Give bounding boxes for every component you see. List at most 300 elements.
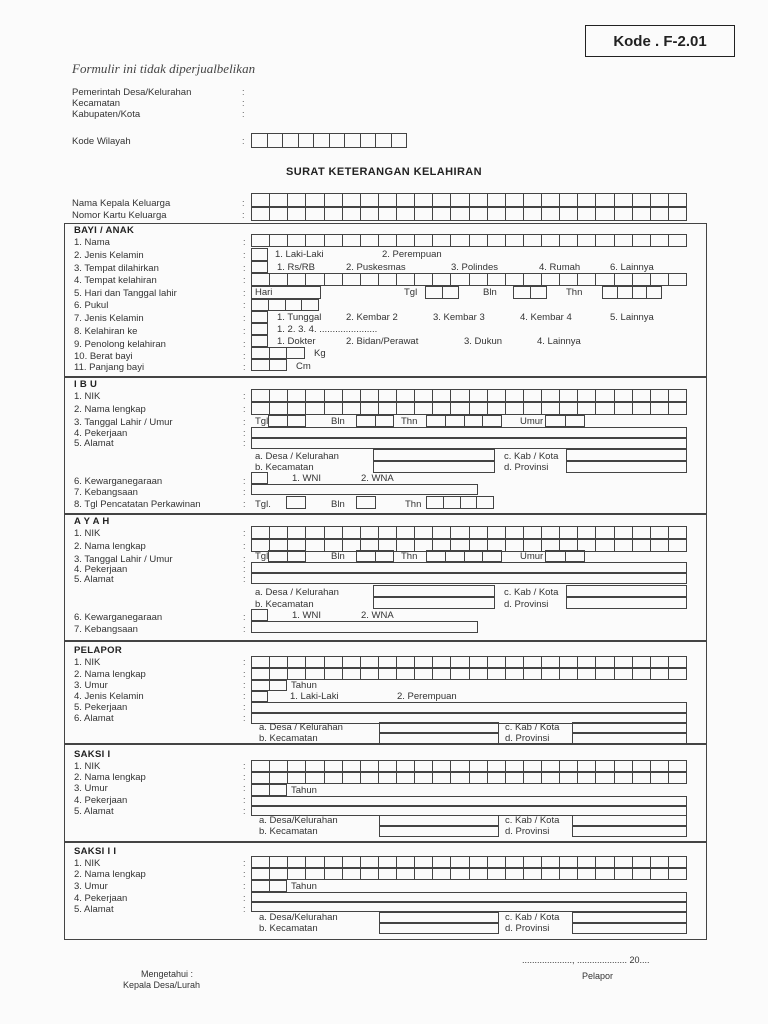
char-cell[interactable] — [524, 390, 542, 401]
char-cell[interactable] — [343, 274, 361, 285]
char-cell[interactable] — [252, 669, 270, 679]
char-cell[interactable] — [325, 657, 343, 667]
ayah-age-boxes[interactable] — [545, 550, 585, 562]
ibu-addr-b-field[interactable] — [373, 461, 495, 473]
char-cell[interactable] — [288, 551, 307, 561]
char-cell[interactable] — [376, 416, 395, 426]
char-cell[interactable] — [560, 403, 578, 414]
char-cell[interactable] — [615, 857, 633, 867]
char-cell[interactable] — [451, 194, 469, 206]
char-cell[interactable] — [506, 869, 524, 879]
char-cell[interactable] — [560, 773, 578, 783]
char-cell[interactable] — [451, 857, 469, 867]
char-cell[interactable] — [415, 527, 433, 538]
char-cell[interactable] — [325, 403, 343, 414]
char-cell[interactable] — [633, 287, 648, 298]
char-cell[interactable] — [669, 403, 687, 414]
char-cell[interactable] — [306, 390, 324, 401]
char-cell[interactable] — [252, 360, 270, 370]
char-cell[interactable] — [488, 235, 506, 246]
char-cell[interactable] — [252, 348, 270, 358]
char-cell[interactable] — [270, 348, 288, 358]
char-cell[interactable] — [542, 657, 560, 667]
char-cell[interactable] — [451, 527, 469, 538]
char-cell[interactable] — [506, 527, 524, 538]
char-cell[interactable] — [288, 669, 306, 679]
char-cell[interactable] — [325, 761, 343, 771]
saksi2-age-boxes[interactable] — [251, 880, 287, 892]
ayah-addr-c-field[interactable] — [566, 585, 687, 597]
char-cell[interactable] — [524, 761, 542, 771]
char-cell[interactable] — [651, 235, 669, 246]
char-cell[interactable] — [669, 390, 687, 401]
char-cell[interactable] — [615, 403, 633, 414]
char-cell[interactable] — [252, 869, 270, 879]
char-cell[interactable] — [361, 527, 379, 538]
char-cell[interactable] — [376, 551, 395, 561]
ibu-addr-d-field[interactable] — [566, 461, 687, 473]
char-cell[interactable] — [633, 194, 651, 206]
pelapor-addr-c-field[interactable] — [572, 722, 687, 733]
char-cell[interactable] — [524, 527, 542, 538]
char-cell[interactable] — [560, 194, 578, 206]
char-cell[interactable] — [397, 869, 415, 879]
char-cell[interactable] — [269, 551, 288, 561]
char-cell[interactable] — [542, 208, 560, 220]
bayi-gender-box[interactable] — [251, 248, 268, 261]
char-cell[interactable] — [306, 527, 324, 538]
char-cell[interactable] — [379, 761, 397, 771]
char-cell[interactable] — [252, 881, 270, 891]
ayah-job-field[interactable] — [251, 562, 687, 573]
char-cell[interactable] — [560, 869, 578, 879]
pelapor-addr-a-field[interactable] — [379, 722, 499, 733]
char-cell[interactable] — [325, 527, 343, 538]
saksi1-addr-c-field[interactable] — [572, 815, 687, 826]
char-cell[interactable] — [633, 540, 651, 551]
ayah-date-boxes[interactable] — [268, 550, 306, 562]
char-cell[interactable] — [669, 669, 687, 679]
char-cell[interactable] — [596, 403, 614, 414]
ibu-marriage-month-box[interactable] — [356, 496, 376, 509]
char-cell[interactable] — [314, 134, 330, 147]
char-cell[interactable] — [379, 657, 397, 667]
char-cell[interactable] — [343, 403, 361, 414]
char-cell[interactable] — [615, 540, 633, 551]
char-cell[interactable] — [379, 208, 397, 220]
ayah-addr-d-field[interactable] — [566, 597, 687, 609]
char-cell[interactable] — [470, 527, 488, 538]
char-cell[interactable] — [451, 235, 469, 246]
char-cell[interactable] — [415, 761, 433, 771]
char-cell[interactable] — [288, 761, 306, 771]
bayi-helper-box[interactable] — [251, 335, 268, 347]
bayi-order-box[interactable] — [251, 323, 268, 335]
char-cell[interactable] — [415, 235, 433, 246]
char-cell[interactable] — [252, 194, 270, 206]
char-cell[interactable] — [488, 761, 506, 771]
char-cell[interactable] — [651, 527, 669, 538]
char-cell[interactable] — [306, 657, 324, 667]
char-cell[interactable] — [252, 857, 270, 867]
char-cell[interactable] — [415, 194, 433, 206]
region-code-boxes[interactable] — [251, 133, 407, 148]
char-cell[interactable] — [470, 235, 488, 246]
char-cell[interactable] — [560, 208, 578, 220]
char-cell[interactable] — [397, 403, 415, 414]
char-cell[interactable] — [615, 657, 633, 667]
char-cell[interactable] — [615, 235, 633, 246]
char-cell[interactable] — [596, 194, 614, 206]
char-cell[interactable] — [578, 208, 596, 220]
char-cell[interactable] — [325, 390, 343, 401]
char-cell[interactable] — [524, 869, 542, 879]
char-cell[interactable] — [669, 657, 687, 667]
saksi2-address-field[interactable] — [251, 902, 687, 912]
char-cell[interactable] — [647, 287, 662, 298]
char-cell[interactable] — [603, 287, 618, 298]
char-cell[interactable] — [566, 551, 586, 561]
saksi2-job-field[interactable] — [251, 892, 687, 902]
char-cell[interactable] — [615, 761, 633, 771]
char-cell[interactable] — [287, 348, 305, 358]
char-cell[interactable] — [451, 761, 469, 771]
char-cell[interactable] — [252, 134, 268, 147]
char-cell[interactable] — [288, 773, 306, 783]
char-cell[interactable] — [578, 869, 596, 879]
char-cell[interactable] — [433, 857, 451, 867]
char-cell[interactable] — [633, 869, 651, 879]
char-cell[interactable] — [524, 403, 542, 414]
char-cell[interactable] — [633, 390, 651, 401]
char-cell[interactable] — [415, 657, 433, 667]
char-cell[interactable] — [397, 540, 415, 551]
char-cell[interactable] — [426, 287, 443, 298]
char-cell[interactable] — [596, 274, 614, 285]
char-cell[interactable] — [269, 300, 286, 310]
char-cell[interactable] — [443, 287, 460, 298]
pelapor-age-boxes[interactable] — [251, 680, 287, 691]
char-cell[interactable] — [506, 390, 524, 401]
char-cell[interactable] — [633, 773, 651, 783]
char-cell[interactable] — [330, 134, 346, 147]
char-cell[interactable] — [306, 869, 324, 879]
char-cell[interactable] — [633, 527, 651, 538]
char-cell[interactable] — [633, 761, 651, 771]
char-cell[interactable] — [270, 390, 288, 401]
char-cell[interactable] — [560, 857, 578, 867]
char-cell[interactable] — [361, 134, 377, 147]
char-cell[interactable] — [325, 194, 343, 206]
char-cell[interactable] — [488, 869, 506, 879]
char-cell[interactable] — [578, 857, 596, 867]
bayi-weight-boxes[interactable] — [251, 347, 305, 359]
char-cell[interactable] — [488, 208, 506, 220]
ibu-job-field[interactable] — [251, 427, 687, 438]
char-cell[interactable] — [343, 857, 361, 867]
char-cell[interactable] — [483, 551, 502, 561]
char-cell[interactable] — [651, 540, 669, 551]
char-cell[interactable] — [578, 657, 596, 667]
char-cell[interactable] — [542, 235, 560, 246]
pelapor-job-field[interactable] — [251, 702, 687, 713]
char-cell[interactable] — [361, 657, 379, 667]
char-cell[interactable] — [578, 773, 596, 783]
char-cell[interactable] — [669, 857, 687, 867]
char-cell[interactable] — [397, 857, 415, 867]
char-cell[interactable] — [596, 761, 614, 771]
char-cell[interactable] — [252, 390, 270, 401]
char-cell[interactable] — [465, 416, 484, 426]
char-cell[interactable] — [270, 208, 288, 220]
char-cell[interactable] — [397, 274, 415, 285]
char-cell[interactable] — [306, 669, 324, 679]
char-cell[interactable] — [397, 773, 415, 783]
char-cell[interactable] — [433, 208, 451, 220]
char-cell[interactable] — [306, 540, 324, 551]
char-cell[interactable] — [433, 274, 451, 285]
char-cell[interactable] — [669, 540, 687, 551]
char-cell[interactable] — [488, 657, 506, 667]
char-cell[interactable] — [560, 669, 578, 679]
char-cell[interactable] — [524, 669, 542, 679]
char-cell[interactable] — [288, 235, 306, 246]
char-cell[interactable] — [669, 527, 687, 538]
char-cell[interactable] — [252, 657, 270, 667]
bayi-birthplace-boxes[interactable] — [251, 273, 687, 286]
ibu-name-boxes[interactable] — [251, 402, 687, 415]
char-cell[interactable] — [470, 274, 488, 285]
char-cell[interactable] — [531, 287, 548, 298]
bayi-year-boxes[interactable] — [602, 286, 662, 299]
char-cell[interactable] — [470, 869, 488, 879]
char-cell[interactable] — [470, 669, 488, 679]
char-cell[interactable] — [488, 857, 506, 867]
pelapor-addr-d-field[interactable] — [572, 733, 687, 744]
char-cell[interactable] — [287, 497, 306, 508]
char-cell[interactable] — [669, 773, 687, 783]
saksi2-addr-d-field[interactable] — [572, 923, 687, 934]
char-cell[interactable] — [415, 869, 433, 879]
char-cell[interactable] — [470, 403, 488, 414]
char-cell[interactable] — [252, 235, 270, 246]
pelapor-name-boxes[interactable] — [251, 668, 687, 680]
char-cell[interactable] — [397, 527, 415, 538]
char-cell[interactable] — [302, 300, 319, 310]
char-cell[interactable] — [270, 681, 288, 690]
char-cell[interactable] — [651, 194, 669, 206]
char-cell[interactable] — [288, 527, 306, 538]
char-cell[interactable] — [325, 773, 343, 783]
ibu-addr-c-field[interactable] — [566, 449, 687, 461]
char-cell[interactable] — [361, 761, 379, 771]
char-cell[interactable] — [615, 527, 633, 538]
char-cell[interactable] — [306, 857, 324, 867]
char-cell[interactable] — [446, 416, 465, 426]
char-cell[interactable] — [415, 857, 433, 867]
ibu-nik-boxes[interactable] — [251, 389, 687, 402]
char-cell[interactable] — [415, 390, 433, 401]
char-cell[interactable] — [506, 761, 524, 771]
char-cell[interactable] — [306, 194, 324, 206]
ibu-address-field[interactable] — [251, 438, 687, 449]
saksi1-addr-a-field[interactable] — [379, 815, 499, 826]
char-cell[interactable] — [357, 497, 376, 508]
char-cell[interactable] — [379, 857, 397, 867]
char-cell[interactable] — [379, 235, 397, 246]
char-cell[interactable] — [270, 669, 288, 679]
char-cell[interactable] — [524, 857, 542, 867]
char-cell[interactable] — [270, 761, 288, 771]
char-cell[interactable] — [560, 390, 578, 401]
char-cell[interactable] — [488, 274, 506, 285]
pelapor-nik-boxes[interactable] — [251, 656, 687, 668]
char-cell[interactable] — [325, 869, 343, 879]
char-cell[interactable] — [268, 134, 284, 147]
char-cell[interactable] — [270, 657, 288, 667]
char-cell[interactable] — [361, 274, 379, 285]
char-cell[interactable] — [488, 527, 506, 538]
char-cell[interactable] — [578, 403, 596, 414]
char-cell[interactable] — [451, 274, 469, 285]
char-cell[interactable] — [651, 274, 669, 285]
char-cell[interactable] — [470, 657, 488, 667]
bayi-place-box[interactable] — [251, 261, 268, 273]
char-cell[interactable] — [618, 287, 633, 298]
char-cell[interactable] — [669, 274, 687, 285]
saksi2-name-boxes[interactable] — [251, 868, 687, 880]
char-cell[interactable] — [470, 773, 488, 783]
char-cell[interactable] — [433, 773, 451, 783]
char-cell[interactable] — [270, 274, 288, 285]
char-cell[interactable] — [651, 773, 669, 783]
bayi-name-boxes[interactable] — [251, 234, 687, 247]
char-cell[interactable] — [357, 551, 376, 561]
char-cell[interactable] — [451, 869, 469, 879]
ibu-marriage-date-box[interactable] — [286, 496, 306, 509]
char-cell[interactable] — [451, 208, 469, 220]
saksi1-job-field[interactable] — [251, 796, 687, 806]
char-cell[interactable] — [451, 773, 469, 783]
char-cell[interactable] — [415, 669, 433, 679]
char-cell[interactable] — [270, 857, 288, 867]
char-cell[interactable] — [361, 669, 379, 679]
char-cell[interactable] — [488, 773, 506, 783]
char-cell[interactable] — [379, 274, 397, 285]
char-cell[interactable] — [633, 657, 651, 667]
char-cell[interactable] — [427, 497, 444, 508]
char-cell[interactable] — [379, 194, 397, 206]
char-cell[interactable] — [345, 134, 361, 147]
char-cell[interactable] — [325, 235, 343, 246]
char-cell[interactable] — [433, 527, 451, 538]
saksi2-nik-boxes[interactable] — [251, 856, 687, 868]
char-cell[interactable] — [361, 773, 379, 783]
char-cell[interactable] — [361, 194, 379, 206]
ibu-nationality-field[interactable] — [251, 484, 478, 495]
char-cell[interactable] — [596, 540, 614, 551]
char-cell[interactable] — [299, 134, 315, 147]
char-cell[interactable] — [270, 235, 288, 246]
char-cell[interactable] — [343, 669, 361, 679]
char-cell[interactable] — [306, 208, 324, 220]
char-cell[interactable] — [651, 403, 669, 414]
char-cell[interactable] — [343, 869, 361, 879]
saksi1-nik-boxes[interactable] — [251, 760, 687, 772]
ibu-year-boxes[interactable] — [426, 415, 502, 427]
char-cell[interactable] — [651, 669, 669, 679]
char-cell[interactable] — [633, 274, 651, 285]
pelapor-gender-box[interactable] — [251, 691, 268, 702]
char-cell[interactable] — [578, 527, 596, 538]
char-cell[interactable] — [306, 403, 324, 414]
char-cell[interactable] — [343, 527, 361, 538]
char-cell[interactable] — [451, 403, 469, 414]
char-cell[interactable] — [433, 869, 451, 879]
char-cell[interactable] — [542, 761, 560, 771]
char-cell[interactable] — [488, 390, 506, 401]
char-cell[interactable] — [270, 403, 288, 414]
char-cell[interactable] — [669, 208, 687, 220]
char-cell[interactable] — [633, 403, 651, 414]
char-cell[interactable] — [270, 785, 288, 795]
char-cell[interactable] — [596, 527, 614, 538]
bayi-length-boxes[interactable] — [251, 359, 287, 371]
char-cell[interactable] — [397, 208, 415, 220]
char-cell[interactable] — [397, 761, 415, 771]
char-cell[interactable] — [542, 857, 560, 867]
ibu-month-boxes[interactable] — [356, 415, 394, 427]
char-cell[interactable] — [669, 761, 687, 771]
char-cell[interactable] — [283, 134, 299, 147]
char-cell[interactable] — [427, 551, 446, 561]
char-cell[interactable] — [306, 274, 324, 285]
char-cell[interactable] — [615, 869, 633, 879]
char-cell[interactable] — [578, 761, 596, 771]
char-cell[interactable] — [524, 657, 542, 667]
char-cell[interactable] — [578, 669, 596, 679]
char-cell[interactable] — [361, 403, 379, 414]
char-cell[interactable] — [357, 416, 376, 426]
ayah-addr-b-field[interactable] — [373, 597, 495, 609]
char-cell[interactable] — [252, 761, 270, 771]
char-cell[interactable] — [288, 869, 306, 879]
ayah-addr-a-field[interactable] — [373, 585, 495, 597]
char-cell[interactable] — [633, 208, 651, 220]
char-cell[interactable] — [524, 235, 542, 246]
char-cell[interactable] — [270, 527, 288, 538]
char-cell[interactable] — [596, 235, 614, 246]
char-cell[interactable] — [433, 657, 451, 667]
char-cell[interactable] — [560, 761, 578, 771]
char-cell[interactable] — [506, 657, 524, 667]
bayi-type-box[interactable] — [251, 311, 268, 323]
char-cell[interactable] — [397, 235, 415, 246]
char-cell[interactable] — [397, 657, 415, 667]
char-cell[interactable] — [376, 134, 392, 147]
char-cell[interactable] — [669, 869, 687, 879]
char-cell[interactable] — [397, 194, 415, 206]
char-cell[interactable] — [433, 235, 451, 246]
char-cell[interactable] — [506, 773, 524, 783]
char-cell[interactable] — [325, 208, 343, 220]
char-cell[interactable] — [252, 403, 270, 414]
char-cell[interactable] — [506, 540, 524, 551]
char-cell[interactable] — [651, 869, 669, 879]
char-cell[interactable] — [578, 194, 596, 206]
ayah-nik-boxes[interactable] — [251, 526, 687, 539]
char-cell[interactable] — [560, 657, 578, 667]
